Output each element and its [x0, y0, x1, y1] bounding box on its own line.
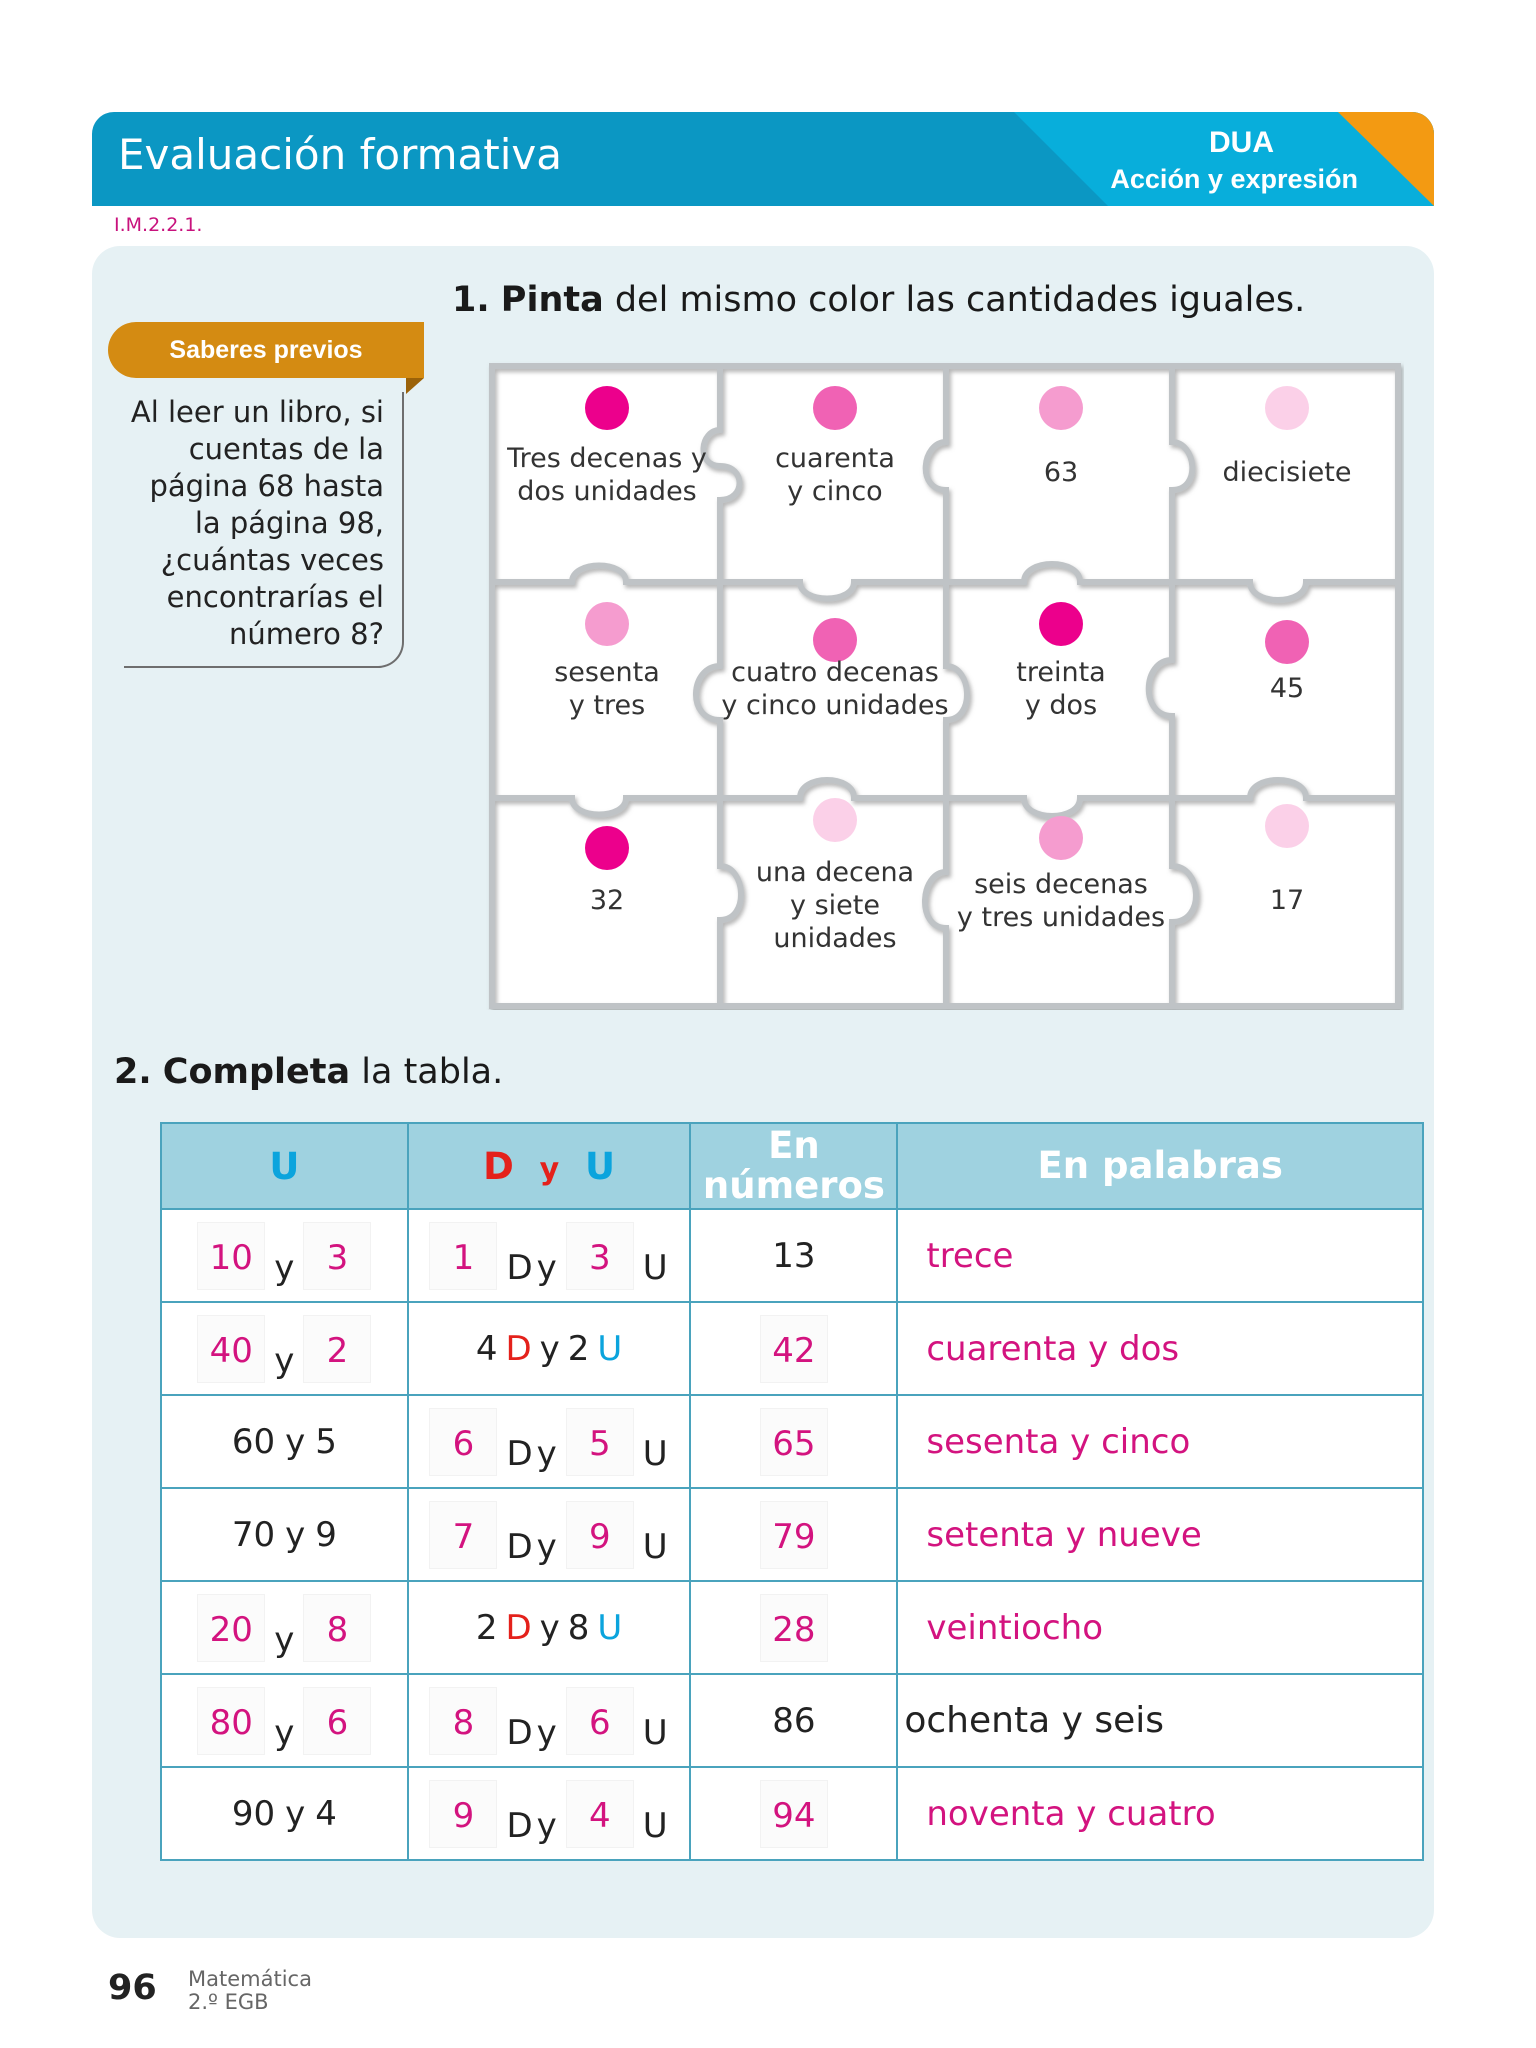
answer-words: veintiocho	[926, 1607, 1104, 1648]
puzzle-piece[interactable]	[946, 798, 1176, 1014]
puzzle-piece[interactable]	[720, 798, 950, 1014]
words-cell[interactable]	[897, 1767, 1423, 1860]
dua-subtitle: Acción y expresión	[1110, 164, 1358, 194]
given-value: 70	[231, 1514, 276, 1555]
table-row	[161, 1209, 1423, 1302]
tens-label: D	[505, 1607, 532, 1648]
question-verb: Pinta	[500, 280, 604, 320]
header-units: U	[161, 1123, 408, 1209]
piece-text: sesenta y tres	[554, 657, 660, 721]
number-cell	[690, 1209, 897, 1302]
sep-y: y	[539, 1328, 560, 1369]
subject-name: Matemática	[188, 1967, 312, 1991]
answer-box[interactable]: 6	[567, 1688, 633, 1754]
puzzle-piece[interactable]	[492, 582, 722, 798]
question-text: la tabla.	[350, 1052, 504, 1092]
puzzle-piece[interactable]	[1172, 798, 1402, 1014]
number-cell[interactable]	[690, 1488, 897, 1581]
question-1	[452, 280, 1305, 320]
table-row	[161, 1581, 1423, 1674]
answer-box[interactable]: 7	[430, 1502, 496, 1568]
given-value: 86	[772, 1700, 816, 1741]
answer-words: cuarenta y dos	[926, 1328, 1180, 1369]
units-label: U	[642, 1526, 668, 1567]
words-cell	[897, 1674, 1423, 1767]
answer-box[interactable]: 79	[761, 1502, 827, 1568]
header-words: En palabras	[897, 1123, 1423, 1209]
answer-box[interactable]: 20	[198, 1595, 264, 1661]
saberes-previos-tag: Saberes previos	[108, 322, 424, 378]
header-u: U	[584, 1144, 615, 1188]
sep-y: y	[536, 1247, 557, 1288]
piece-text: diecisiete	[1222, 457, 1352, 488]
sep-y: y	[274, 1619, 295, 1660]
tens-label: D	[506, 1433, 533, 1474]
question-text: del mismo color las cantidades iguales.	[603, 280, 1306, 320]
color-dot	[813, 386, 857, 430]
piece-text: 17	[1269, 885, 1305, 916]
header-banner	[92, 112, 1434, 206]
header-en: En	[768, 1124, 820, 1167]
piece-text: 32	[589, 885, 625, 916]
tens-units-cell[interactable]	[408, 1395, 691, 1488]
number-cell[interactable]	[690, 1395, 897, 1488]
units-label: U	[642, 1247, 668, 1288]
grade-name: 2.º EGB	[188, 1990, 269, 2014]
sep-y: y	[274, 1247, 295, 1288]
header-numbers	[690, 1123, 897, 1209]
number-cell[interactable]	[690, 1767, 897, 1860]
given-value: 2	[567, 1328, 590, 1369]
sep-y: y	[539, 1607, 560, 1648]
table-row	[161, 1302, 1423, 1395]
color-dot	[1039, 386, 1083, 430]
color-dot	[1265, 620, 1309, 664]
puzzle-piece[interactable]	[492, 366, 722, 582]
answer-box[interactable]: 6	[430, 1409, 496, 1475]
answer-box[interactable]: 42	[761, 1316, 827, 1382]
given-value: 4	[475, 1328, 498, 1369]
piece-text: 45	[1269, 673, 1305, 704]
table-row	[161, 1674, 1423, 1767]
puzzle-grid	[484, 360, 1404, 1010]
color-dot	[585, 826, 629, 870]
question-2	[114, 1052, 503, 1092]
tens-units-cell[interactable]	[408, 1674, 691, 1767]
answer-box[interactable]: 6	[304, 1688, 370, 1754]
given-value: 13	[772, 1235, 816, 1276]
given-value: 60	[231, 1421, 276, 1462]
page-number: 96	[108, 1968, 157, 2008]
answer-box[interactable]: 10	[198, 1223, 264, 1289]
units-cell	[161, 1767, 408, 1860]
color-dot	[585, 602, 629, 646]
answer-box[interactable]: 94	[761, 1781, 827, 1847]
units-label: U	[597, 1607, 623, 1648]
color-dot	[1039, 602, 1083, 646]
number-cell	[690, 1674, 897, 1767]
color-dot	[1039, 816, 1083, 860]
sep-y: y	[536, 1526, 557, 1567]
tens-units-cell[interactable]	[408, 1209, 691, 1302]
tag-fold	[406, 378, 424, 394]
sep-y: y	[285, 1514, 306, 1555]
given-value: 9	[315, 1514, 337, 1555]
units-cell[interactable]	[161, 1302, 408, 1395]
answer-words: noventa y cuatro	[926, 1793, 1216, 1834]
puzzle-piece[interactable]	[1172, 582, 1402, 798]
tens-units-cell[interactable]	[408, 1767, 691, 1860]
answer-words: sesenta y cinco	[926, 1421, 1191, 1462]
answer-box[interactable]: 1	[430, 1223, 496, 1289]
answer-box[interactable]: 28	[761, 1595, 827, 1661]
answer-box[interactable]: 3	[567, 1223, 633, 1289]
tens-label: D	[506, 1712, 533, 1753]
answer-box[interactable]: 40	[198, 1316, 264, 1382]
units-label: U	[597, 1328, 623, 1369]
completion-table	[160, 1122, 1424, 1861]
sep-y: y	[274, 1340, 295, 1381]
sep-y: y	[536, 1433, 557, 1474]
puzzle-piece[interactable]	[720, 582, 950, 798]
puzzle-piece[interactable]	[1172, 366, 1402, 582]
number-cell[interactable]	[690, 1581, 897, 1674]
units-cell[interactable]	[161, 1581, 408, 1674]
saberes-previos-text: Al leer un libro, si cuentas de la página 68 hasta la página 98, ¿cuántas veces encontrarías el número 8?	[130, 395, 384, 651]
given-value: 2	[475, 1607, 498, 1648]
answer-box[interactable]: 65	[761, 1409, 827, 1475]
answer-box[interactable]: 9	[430, 1781, 496, 1847]
piece-text: treinta y dos	[1016, 657, 1106, 721]
color-dot	[1265, 804, 1309, 848]
answer-box[interactable]: 9	[567, 1502, 633, 1568]
puzzle-piece[interactable]	[946, 582, 1176, 798]
table-header-row	[161, 1123, 1423, 1209]
number-cell[interactable]	[690, 1302, 897, 1395]
indicator-code: I.M.2.2.1.	[114, 214, 203, 236]
piece-text: una decena y siete unidades	[755, 857, 915, 954]
answer-box[interactable]: 8	[304, 1595, 370, 1661]
tens-label: D	[506, 1526, 533, 1567]
table-row	[161, 1488, 1423, 1581]
puzzle-piece[interactable]	[946, 366, 1176, 582]
units-cell	[161, 1488, 408, 1581]
page-title: Evaluación formativa	[118, 130, 562, 179]
sep-y: y	[536, 1712, 557, 1753]
words-cell[interactable]	[897, 1581, 1423, 1674]
given-value: 5	[315, 1421, 337, 1462]
sep-y: y	[274, 1712, 295, 1753]
header-y: y	[539, 1151, 560, 1187]
piece-text: 63	[1043, 457, 1079, 488]
tens-label: D	[505, 1328, 532, 1369]
piece-text: cuarenta y cinco	[775, 443, 895, 507]
piece-text: cuatro decenas y cinco unidades	[721, 657, 949, 721]
units-label: U	[642, 1433, 668, 1474]
units-label: U	[642, 1805, 668, 1846]
tens-label: D	[506, 1805, 533, 1846]
given-value: 90	[231, 1793, 276, 1834]
answer-box[interactable]: 4	[567, 1781, 633, 1847]
dua-label: DUA	[1209, 126, 1274, 159]
units-cell[interactable]	[161, 1209, 408, 1302]
puzzle-piece[interactable]	[492, 798, 722, 1014]
units-label: U	[642, 1712, 668, 1753]
units-cell[interactable]	[161, 1674, 408, 1767]
piece-text: seis decenas y tres unidades	[956, 869, 1166, 933]
table-row	[161, 1395, 1423, 1488]
puzzle-piece[interactable]	[720, 366, 950, 582]
words-cell[interactable]	[897, 1209, 1423, 1302]
header-d: D	[483, 1144, 514, 1188]
answer-box[interactable]: 2	[304, 1316, 370, 1382]
subject-label	[188, 1968, 312, 2014]
given-value: 8	[567, 1607, 590, 1648]
tens-units-cell	[408, 1581, 691, 1674]
table-body	[161, 1209, 1423, 1860]
given-value: 4	[315, 1793, 337, 1834]
color-dot	[1265, 386, 1309, 430]
color-dot	[585, 386, 629, 430]
header-tens-units	[408, 1123, 691, 1209]
answer-words: setenta y nueve	[926, 1514, 1202, 1555]
header-numeros: números	[702, 1164, 885, 1207]
question-verb: Completa	[162, 1052, 351, 1092]
units-cell	[161, 1395, 408, 1488]
color-dot	[813, 798, 857, 842]
words-cell[interactable]	[897, 1302, 1423, 1395]
question-number: 1.	[452, 280, 490, 320]
tens-label: D	[506, 1247, 533, 1288]
sep-y: y	[536, 1805, 557, 1846]
answer-box[interactable]: 80	[198, 1688, 264, 1754]
answer-box[interactable]: 8	[430, 1688, 496, 1754]
answer-words: trece	[926, 1235, 1014, 1276]
given-words: ochenta y seis	[904, 1700, 1164, 1741]
table-row	[161, 1767, 1423, 1860]
question-number: 2.	[114, 1052, 152, 1092]
tens-units-cell	[408, 1302, 691, 1395]
sep-y: y	[285, 1793, 306, 1834]
words-cell[interactable]	[897, 1488, 1423, 1581]
answer-box[interactable]: 5	[567, 1409, 633, 1475]
answer-box[interactable]: 3	[304, 1223, 370, 1289]
piece-text: Tres decenas y dos unidades	[507, 443, 707, 507]
tens-units-cell[interactable]	[408, 1488, 691, 1581]
dua-badge	[1014, 112, 1434, 206]
words-cell[interactable]	[897, 1395, 1423, 1488]
sep-y: y	[285, 1421, 306, 1462]
